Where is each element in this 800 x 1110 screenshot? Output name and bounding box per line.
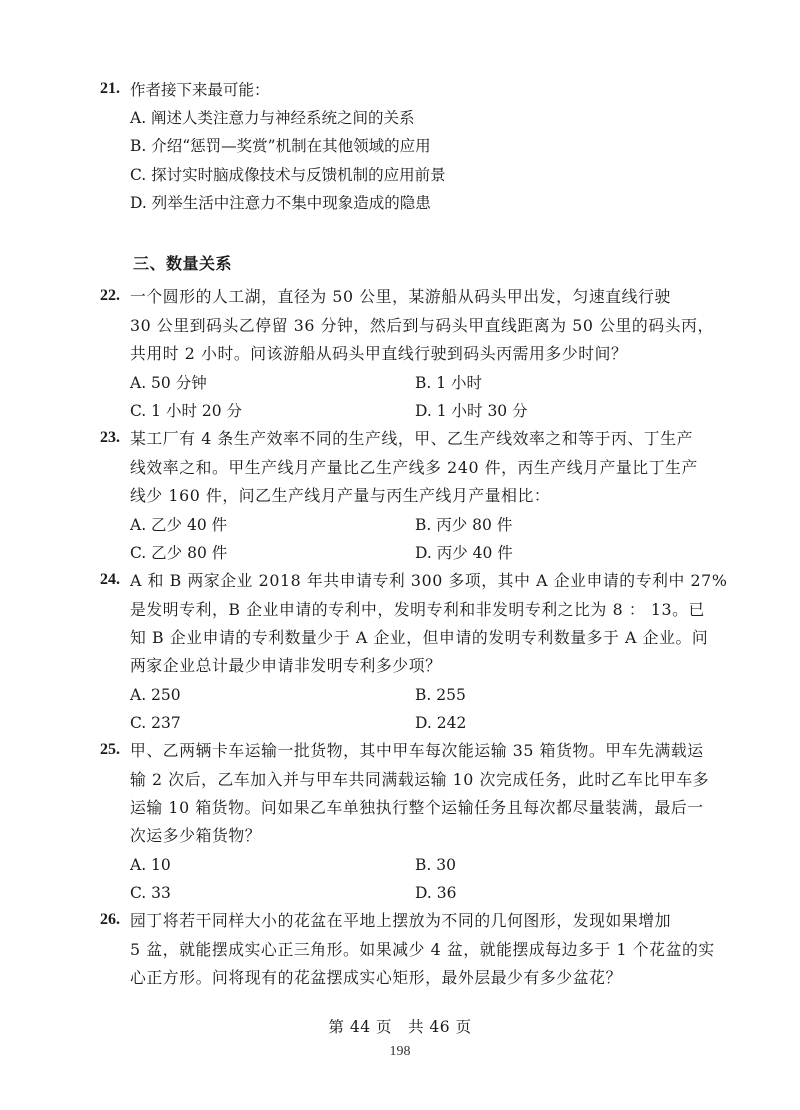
question-line: 5 盆，就能摆成实心正三角形。如果减少 4 盆，就能摆成每边多于 1 个花盆的实 bbox=[130, 940, 715, 959]
question-line: 次运多少箱货物？ bbox=[130, 826, 262, 845]
question-line: 输 2 次后，乙车加入并与甲车共同满载运输 10 次完成任务，此时乙车比甲车多 bbox=[130, 770, 710, 789]
question-stem: 作者接下来最可能： bbox=[130, 81, 270, 99]
option-c: C. 乙少 80 件 bbox=[130, 544, 228, 562]
question-number: 22. bbox=[100, 287, 120, 304]
question-number: 24. bbox=[100, 571, 120, 588]
section-heading: 三、数量关系 bbox=[133, 254, 233, 273]
option-d: D. 列举生活中注意力不集中现象造成的隐患 bbox=[130, 194, 431, 212]
question-line: 心正方形。问将现有的花盆摆成实心矩形，最外层最少有多少盆花？ bbox=[130, 968, 622, 987]
question-line: 某工厂有 4 条生产效率不同的生产线，甲、乙生产线效率之和等于丙、丁生产 bbox=[130, 429, 693, 448]
option-d: D. 丙少 40 件 bbox=[415, 544, 513, 562]
option-d: D. 242 bbox=[415, 714, 467, 732]
question-line: 共用时 2 小时。问该游船从码头甲直线行驶到码头丙需用多少时间？ bbox=[130, 344, 628, 363]
option-c: C. 1 小时 20 分 bbox=[130, 402, 243, 420]
page-info: 第 44 页 共 46 页 bbox=[328, 1018, 472, 1036]
question-line: 是发明专利，B 企业申请的专利中，发明专利和非发明专利之比为 8 ： 13。已 bbox=[130, 600, 705, 619]
option-c: C. 33 bbox=[130, 884, 171, 902]
question-line: 30 公里到码头乙停留 36 分钟，然后到与码头甲直线距离为 50 公里的码头丙， bbox=[130, 316, 714, 335]
option-c: C. 探讨实时脑成像技术与反馈机制的应用前景 bbox=[130, 166, 446, 184]
option-b: B. 丙少 80 件 bbox=[415, 516, 513, 534]
option-a: A. 50 分钟 bbox=[130, 374, 207, 392]
option-d: D. 36 bbox=[415, 884, 457, 902]
option-a: A. 250 bbox=[130, 686, 181, 704]
option-a: A. 阐述人类注意力与神经系统之间的关系 bbox=[130, 109, 415, 127]
question-number: 21. bbox=[100, 80, 120, 97]
question-line: 线少 160 件，问乙生产线月产量与丙生产线月产量相比： bbox=[130, 486, 551, 505]
option-c: C. 237 bbox=[130, 714, 181, 732]
question-line: 两家企业总计最少申请非发明专利多少项？ bbox=[130, 656, 442, 675]
option-b: B. 30 bbox=[415, 856, 456, 874]
option-b: B. 1 小时 bbox=[415, 374, 483, 392]
option-b: B. 255 bbox=[415, 686, 466, 704]
question-line: 知 B 企业申请的专利数量少于 A 企业，但申请的发明专利数量多于 A 企业。问 bbox=[130, 628, 709, 647]
question-line: 线效率之和。甲生产线月产量比乙生产线多 240 件，丙生产线月产量比丁生产 bbox=[130, 458, 698, 477]
question-number: 23. bbox=[100, 429, 120, 446]
question-line: 一个圆形的人工湖，直径为 50 公里，某游船从码头甲出发，匀速直线行驶 bbox=[130, 287, 671, 306]
page-number: 198 bbox=[389, 1044, 411, 1059]
question-line: 园丁将若干同样大小的花盆在平地上摆放为不同的几何图形，发现如果增加 bbox=[130, 911, 672, 930]
question-line: 运输 10 箱货物。问如果乙车单独执行整个运输任务且每次都尽量装满，最后一 bbox=[130, 798, 704, 817]
question-number: 25. bbox=[100, 741, 120, 758]
question-line: A 和 B 两家企业 2018 年共申请专利 300 多项，其中 A 企业申请的专利中 27% bbox=[130, 571, 728, 590]
question-number: 26. bbox=[100, 911, 120, 928]
question-line: 甲、乙两辆卡车运输一批货物，其中甲车每次能运输 35 箱货物。甲车先满载运 bbox=[130, 741, 704, 760]
option-d: D. 1 小时 30 分 bbox=[415, 402, 528, 420]
option-a: A. 10 bbox=[130, 856, 171, 874]
option-a: A. 乙少 40 件 bbox=[130, 516, 228, 534]
option-b: B. 介绍“惩罚—奖赏”机制在其他领域的应用 bbox=[130, 137, 431, 155]
